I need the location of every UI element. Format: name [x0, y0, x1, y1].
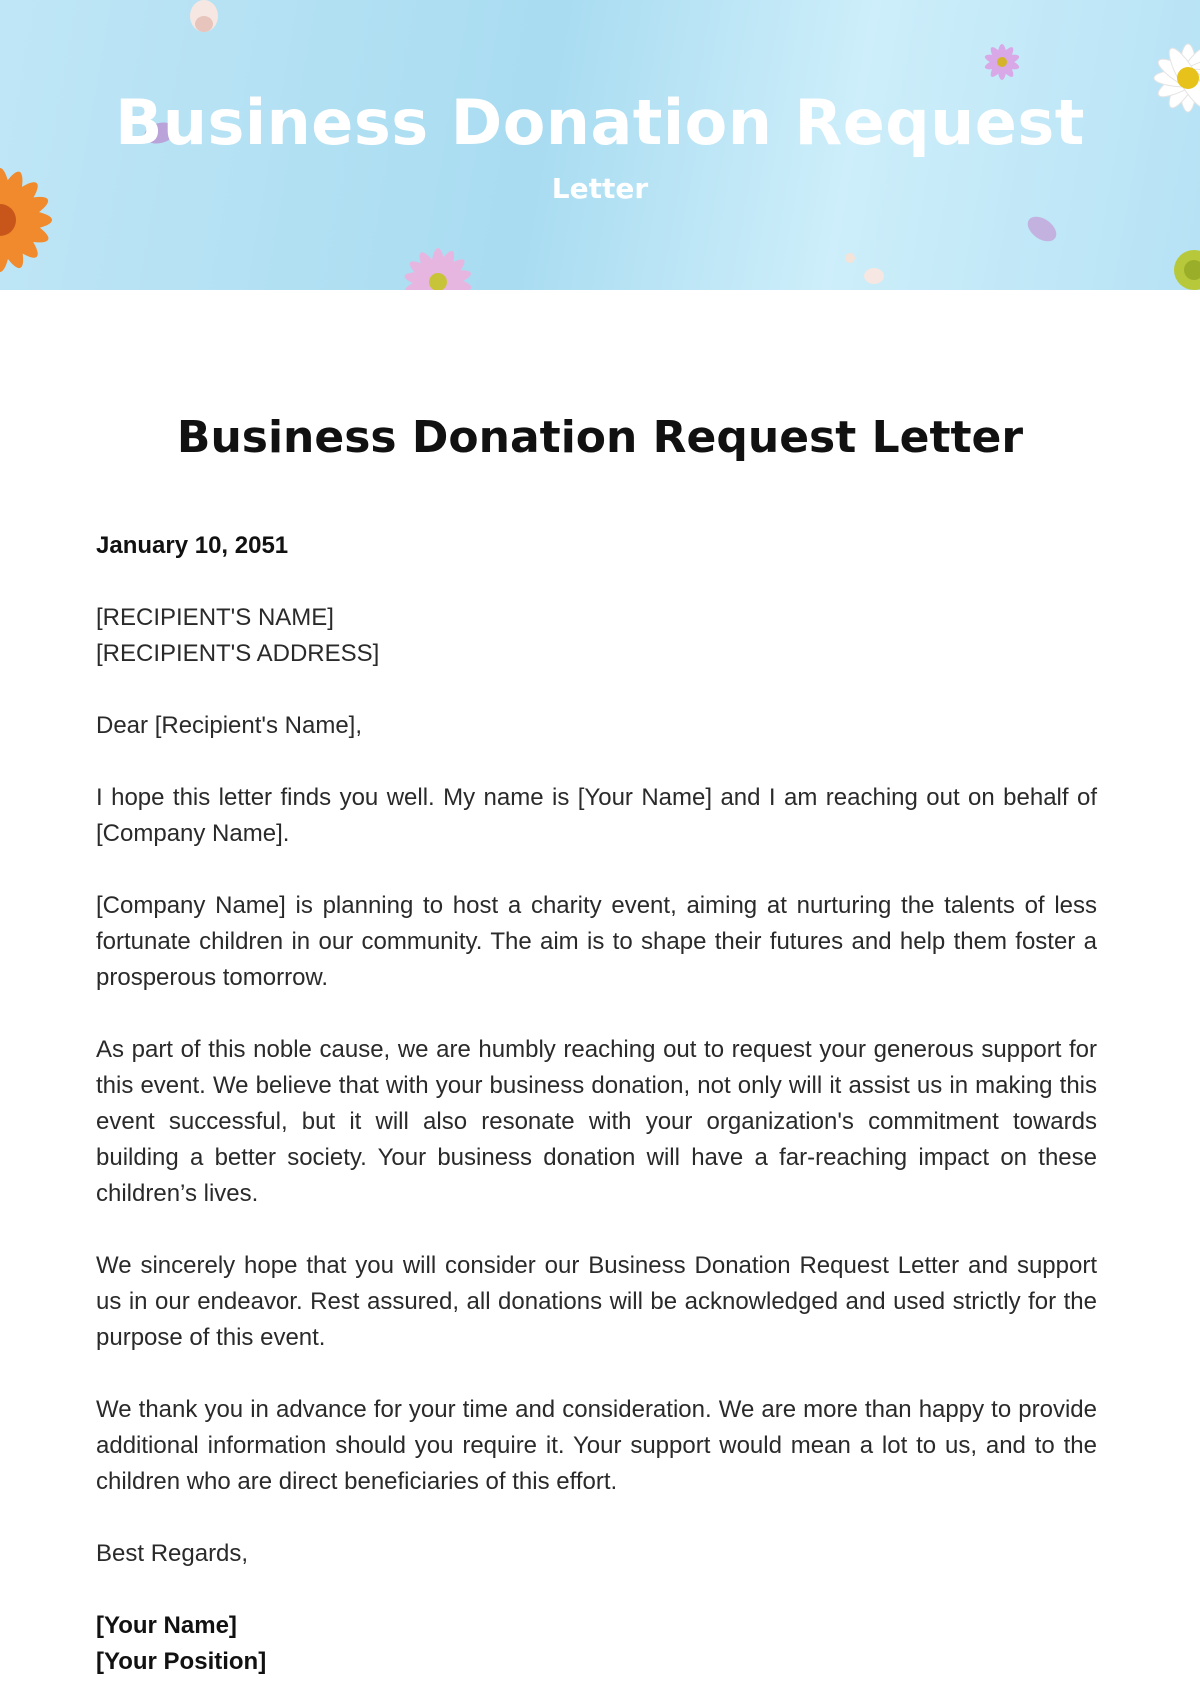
salutation: Dear [Recipient's Name],: [96, 712, 363, 739]
closing: Best Regards,: [96, 1540, 249, 1567]
banner-title: Business Donation Request: [115, 86, 1085, 159]
letter-date: January 10, 2051: [96, 532, 289, 559]
rosebud-icon: [182, 0, 226, 40]
orange-flower-icon: [0, 150, 60, 290]
header-banner: [0, 0, 1200, 290]
recipient-name: [RECIPIENT'S NAME]: [96, 604, 334, 631]
signature-position: [Your Position]: [96, 1648, 267, 1675]
paragraph-4: We sincerely hope that you will consider our Business Donation Request Letter and support us in our endeavor. Rest assured, all donations will be acknowledged and used strictly for the purpose of this event.: [96, 1252, 1097, 1351]
document-title: Business Donation Request Letter: [176, 412, 1024, 463]
letter-body: [96, 528, 1097, 1680]
signature-name: [Your Name]: [96, 1612, 237, 1639]
paragraph-3: As part of this noble cause, we are humbly reaching out to request your generous support for this event. We believe that with your business donation, not only will it assist us in making this event successful, but it will also resonate with your organization's commitment towards building a better society. Your business donation will have a far-reaching impact on these children’s lives.: [96, 1036, 1097, 1207]
signature-block: [96, 1608, 1097, 1680]
paragraph-5: We thank you in advance for your time and consideration. We are more than happy to provide additional information should you require it. Your support would mean a lot to us, and to the children who are direct beneficiaries of this effort.: [96, 1396, 1097, 1495]
paragraph-2: [Company Name] is planning to host a charity event, aiming at nurturing the talents of less fortunate children in our community. The aim is to shape their futures and help them foster a prosperous tomorrow.: [96, 892, 1097, 991]
paragraph-1: I hope this letter finds you well. My name is [Your Name] and I am reaching out on behalf of [Company Name].: [96, 784, 1097, 847]
green-flower-icon: [1164, 244, 1200, 290]
recipient-address: [RECIPIENT'S ADDRESS]: [96, 640, 380, 667]
recipient-block: [96, 600, 1097, 672]
banner-subtitle: Letter: [551, 172, 649, 205]
small-bud-icon: [840, 248, 890, 290]
pink-flower-icon: [388, 232, 488, 290]
petal-icon: [1022, 212, 1062, 246]
small-purple-flower-icon: [980, 40, 1024, 84]
